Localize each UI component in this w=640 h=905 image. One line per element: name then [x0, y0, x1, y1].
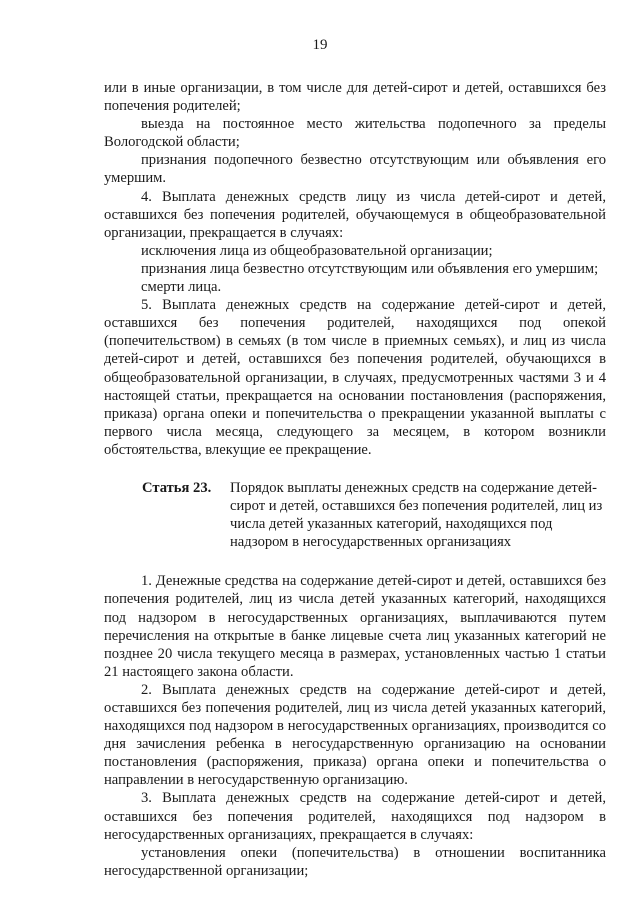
article-title: Порядок выплаты денежных средств на содержание детей-сирот и детей, оставшихся без попечения родителей, лиц из числа детей указанных категорий, находящихся под надзором в негосударственных организациях	[230, 479, 603, 551]
paragraph: исключения лица из общеобразовательной организации;	[141, 242, 493, 259]
paragraph: 3. Выплата денежных средств на содержание детей-сирот и детей, оставшихся без попечения родителей, находящихся под надзором в негосударственных организациях, прекращается в случаях:	[104, 790, 606, 843]
paragraph: смерти лица.	[141, 279, 222, 296]
paragraph: признания лица безвестно отсутствующим или объявления его умершим;	[141, 260, 599, 277]
paragraph: 1. Денежные средства на содержание детей-сирот и детей, оставшихся без попечения родителей, лиц из числа детей указанных категорий, находящихся под надзором в негосударственных организациях, выплачиваются путем перечисления на открытые в банке лицевые счета лиц указанных категорий не позднее 20 числа текущего месяца в размерах, установленных частью 1 статьи 21 настоящего закона области.	[104, 573, 606, 680]
paragraph: или в иные организации, в том числе для детей-сирот и детей, оставшихся без попечения родителей;	[104, 80, 606, 115]
article-label: Статья 23.	[142, 479, 212, 496]
page-number: 19	[312, 37, 328, 53]
paragraph: 2. Выплата денежных средств на содержание детей-сирот и детей, оставшихся без попечения родителей, лиц из числа детей указанных категорий, находящихся под надзором в негосударственных организациях, производится со дня зачисления ребенка в негосударственную организацию на основании постановления (распоряжения, приказа) органа опеки и попечительства о направлении в негосударственную организацию.	[104, 681, 606, 789]
paragraph: установления опеки (попечительства) в отношении воспитанника негосударственной организации;	[104, 844, 606, 879]
article-heading	[104, 479, 606, 551]
paragraphs-top	[104, 79, 606, 459]
paragraph: выезда на постоянное место жительства подопечного за пределы Вологодской области;	[104, 116, 606, 151]
document-body	[104, 79, 606, 880]
paragraph: 5. Выплата денежных средств на содержание детей-сирот и детей, оставшихся без попечения родителей, находящихся под опекой (попечительством) в семьях (в том числе в приемных семьях), и лиц из числа детей-сирот и детей, оставшихся без попечения родителей, обучающихся в общеобразовательной организации, в случаях, предусмотренных частями 3 и 4 настоящей статьи, прекращается на основании постановления (распоряжения, приказа) органа опеки и попечительства о прекращении указанной выплаты с первого числа месяца, следующего за месяцем, в котором возникли обстоятельства, влекущие ее прекращение.	[104, 297, 606, 458]
paragraphs-bottom	[104, 572, 606, 880]
paragraph: признания подопечного безвестно отсутствующим или объявления его умершим.	[104, 152, 606, 187]
paragraph: 4. Выплата денежных средств лицу из числа детей-сирот и детей, оставшихся без попечения родителей, обучающемуся в общеобразовательной организации, прекращается в случаях:	[104, 188, 606, 241]
